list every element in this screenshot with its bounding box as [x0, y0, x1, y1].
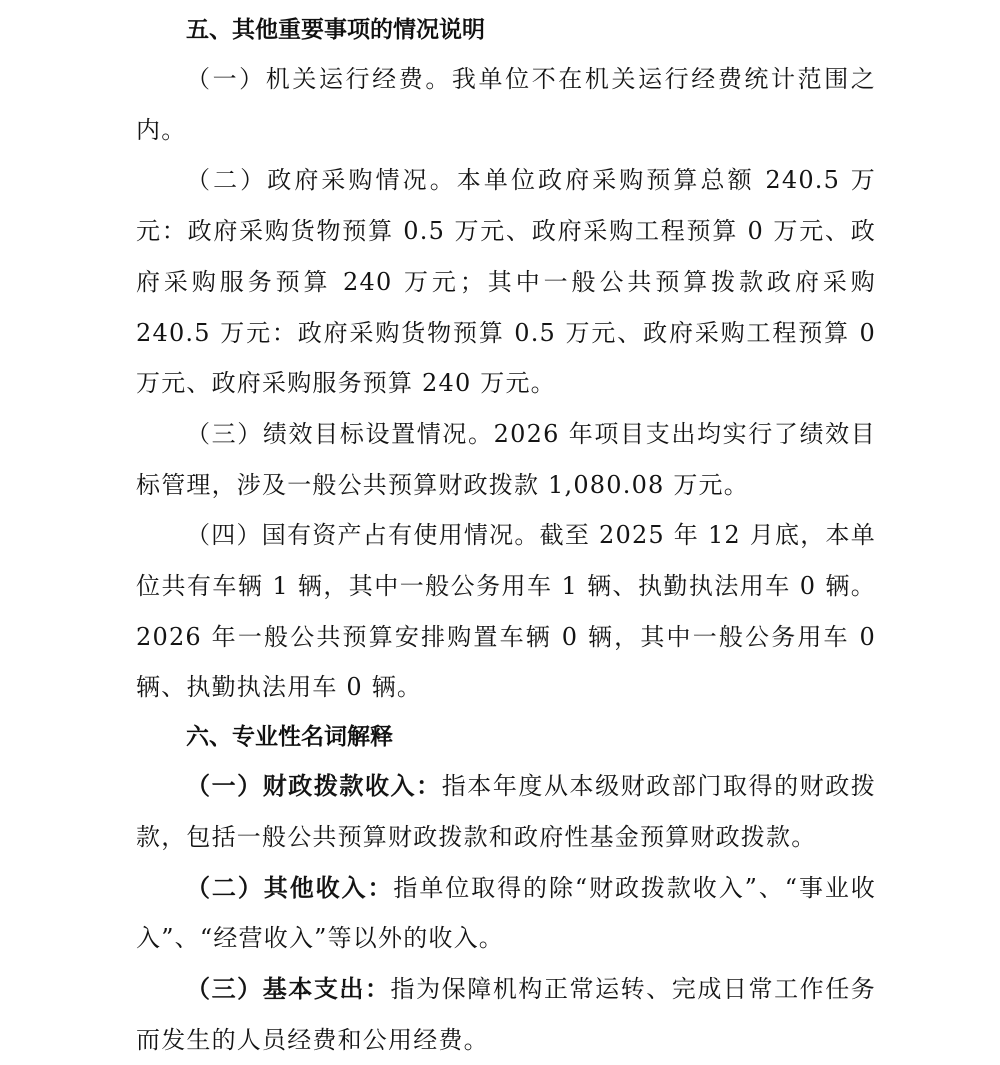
paragraph-text: 截至 2025 年 12 月底，本单位共有车辆 1 辆，其中一般公务用车 1 辆、执勤执法用车 0 辆。2026 年一般公共预算安排购置车辆 0 辆，其中一般公务用车 0 辆、执勤执法用车 0 辆。	[136, 521, 876, 702]
paragraph-state-assets	[136, 510, 876, 713]
paragraph-operating-expenses	[136, 54, 876, 155]
term-label: （二）其他收入：	[186, 872, 394, 902]
paragraph-fiscal-appropriation-income	[136, 761, 876, 862]
document-body	[136, 6, 876, 1065]
term-definition: 指为保障机构正常运转、完成日常工作任务而发生的人员经费和公用经费。	[136, 974, 876, 1054]
paragraph-label: （四）国有资产占有使用情况。	[186, 521, 540, 550]
paragraph-performance-goals	[136, 409, 876, 510]
paragraph-text: 本单位政府采购预算总额 240.5 万元：政府采购货物预算 0.5 万元、政府采购工程预算 0 万元、政府采购服务预算 240 万元；其中一般公共预算拨款政府采购 240.5 万元：政府采购货物预算 0.5 万元、政府采购工程预算 0 万元、政府采购服务预算 240 万元。	[136, 166, 876, 398]
term-label: （一）财政拨款收入：	[186, 771, 442, 801]
term-label: （三）基本支出：	[186, 973, 391, 1003]
paragraph-label: （二）政府采购情况。	[186, 166, 457, 195]
paragraph-text: 我单位不在机关运行经费统计范围之内。	[136, 65, 876, 144]
paragraph-label: （三）绩效目标设置情况。	[186, 419, 494, 448]
paragraph-text: 2026 年项目支出均实行了绩效目标管理，涉及一般公共预算财政拨款 1,080.08 万元。	[136, 419, 877, 499]
term-definition: 指单位取得的除“财政拨款收入”、“事业收入”、“经营收入”等以外的收入。	[136, 873, 876, 953]
paragraph-other-income	[136, 863, 876, 964]
section-heading-other-matters: 五、其他重要事项的情况说明	[186, 17, 485, 43]
section-heading-terminology: 六、专业性名词解释	[186, 724, 393, 751]
paragraph-label: （一）机关运行经费。	[186, 65, 452, 93]
term-definition: 指本年度从本级财政部门取得的财政拨款，包括一般公共预算财政拨款和政府性基金预算财政拨款。	[136, 772, 877, 851]
paragraph-government-procurement	[136, 155, 876, 409]
paragraph-basic-expenditure	[136, 964, 876, 1065]
